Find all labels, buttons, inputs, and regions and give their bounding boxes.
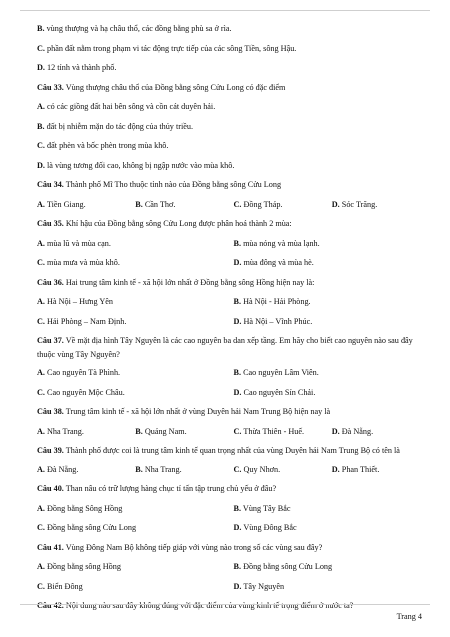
- question: [37, 175, 430, 195]
- option-row: [37, 312, 430, 332]
- answer-option: [37, 19, 430, 39]
- question: [37, 331, 430, 363]
- question-text: Vùng thượng châu thổ của Đồng bằng sông Cửu Long có đặc điểm: [65, 82, 286, 92]
- answer-option: [37, 234, 234, 254]
- option-text: Thừa Thiên - Huế.: [243, 426, 305, 436]
- option-label: A.: [37, 426, 45, 436]
- option-label: B.: [135, 464, 143, 474]
- option-text: Đồng bằng sông Cửu Long: [243, 562, 333, 572]
- option-label: D.: [233, 581, 242, 591]
- answer-option: [332, 195, 430, 215]
- question-label: Câu 34.: [37, 180, 64, 189]
- question-label: Câu 42.: [37, 601, 64, 611]
- option-label: D.: [233, 316, 242, 326]
- question-text: Hai trung tâm kinh tế - xã hội lớn nhất ở Đồng bằng sông Hồng hiện nay là:: [65, 277, 315, 287]
- answer-option: [37, 292, 234, 312]
- option-text: đất phèn và bốc phèn trong mùa khô.: [47, 141, 169, 150]
- option-label: D.: [37, 160, 45, 170]
- answer-option: [37, 97, 430, 117]
- option-label: D.: [233, 258, 242, 267]
- answer-option: [37, 499, 234, 519]
- option-text: mùa lũ và mùa cạn.: [47, 238, 111, 248]
- option-label: D.: [331, 464, 340, 474]
- option-label: C.: [37, 141, 45, 150]
- option-text: mùa nóng và mùa lạnh.: [243, 238, 320, 248]
- question-label: Câu 38.: [37, 407, 64, 417]
- option-text: Hà Nội – Vĩnh Phúc.: [243, 316, 313, 326]
- answer-option: [135, 195, 233, 215]
- question-label: Câu 41.: [37, 542, 64, 552]
- answer-option: [234, 557, 431, 577]
- option-label: C.: [37, 523, 45, 533]
- option-row: [37, 422, 430, 442]
- footer-rule: [20, 604, 430, 605]
- option-label: C.: [37, 387, 45, 397]
- option-label: B.: [233, 238, 242, 248]
- question-text: Vùng Đông Nam Bộ không tiếp giáp với vùng nào trong số các vùng sau đây?: [65, 542, 323, 552]
- page-number: Trang 4: [396, 612, 422, 621]
- answer-option: [234, 518, 431, 538]
- question-text: Về mặt địa hình Tây Nguyên là các cao nguyên ba dan xếp tầng. Em hãy cho biết cao nguyên nào sau đây thuộc vùng Tây Nguyên?: [37, 336, 413, 359]
- option-text: Biển Đông: [47, 581, 83, 591]
- option-label: B.: [135, 426, 143, 436]
- option-text: Hà Nội - Hải Phòng.: [243, 297, 311, 306]
- question-text: Thành phố được coi là trung tâm kinh tế quan trọng nhất của vùng Duyên hải Nam Trung Bộ có tên là: [65, 446, 400, 456]
- option-row: [37, 383, 430, 403]
- option-label: A.: [37, 368, 45, 378]
- answer-option: [234, 499, 431, 519]
- option-text: Hà Nội – Hưng Yên: [47, 297, 113, 306]
- option-row: [37, 253, 430, 273]
- option-row: [37, 363, 430, 383]
- answer-option: [234, 312, 431, 332]
- question: [37, 273, 430, 293]
- question: [37, 402, 430, 422]
- answer-option: [234, 577, 431, 597]
- question-label: Câu 33.: [37, 82, 64, 92]
- answer-option: [37, 156, 430, 176]
- option-text: mùa mưa và mùa khô.: [47, 258, 120, 267]
- option-text: Nha Trang.: [47, 426, 84, 436]
- question-text: Thành phố Mĩ Tho thuộc tỉnh nào của Đồng bằng sông Cửu Long: [65, 180, 282, 189]
- option-label: A.: [37, 102, 45, 111]
- question-text: Than nâu có trữ lượng hàng chục tỉ tấn tập trung chủ yếu ở đâu?: [65, 484, 277, 494]
- question: [37, 214, 430, 234]
- option-text: Tiền Giang.: [46, 199, 86, 209]
- option-text: Vùng Đông Bắc: [243, 523, 297, 533]
- answer-option: [37, 557, 234, 577]
- answer-option: [135, 460, 233, 480]
- answer-option: [37, 312, 234, 332]
- option-text: Đà Nẵng.: [341, 426, 374, 436]
- answer-option: [332, 460, 430, 480]
- answer-option: [234, 363, 431, 383]
- option-label: D.: [233, 523, 242, 533]
- answer-option: [37, 383, 234, 403]
- option-text: Đà Nẵng.: [47, 464, 79, 474]
- answer-option: [37, 577, 234, 597]
- option-label: C.: [37, 43, 45, 53]
- option-text: 12 tỉnh và thành phố.: [47, 63, 117, 72]
- option-label: C.: [37, 258, 45, 267]
- question-text: Khí hậu của Đồng bằng sông Cửu Long được phân hoá thành 2 mùa:: [65, 219, 292, 228]
- option-row: [37, 557, 430, 577]
- option-text: Cao nguyên Lâm Viên.: [243, 368, 319, 378]
- option-row: [37, 195, 430, 215]
- answer-option: [37, 518, 234, 538]
- answer-option: [234, 422, 332, 442]
- question-label: Câu 40.: [37, 484, 64, 494]
- question: [37, 78, 430, 98]
- option-label: C.: [233, 464, 242, 474]
- option-label: A.: [37, 562, 45, 572]
- question: [37, 441, 430, 460]
- answer-option: [37, 422, 135, 442]
- question: [37, 479, 430, 499]
- answer-option: [135, 422, 233, 442]
- answer-option: [234, 234, 431, 254]
- option-text: là vùng tương đối cao, không bị ngập nước vào mùa khô.: [47, 160, 235, 170]
- option-label: C.: [37, 581, 45, 591]
- option-row: [37, 460, 430, 480]
- option-label: B.: [233, 297, 242, 306]
- option-text: Cần Thơ.: [144, 199, 176, 209]
- option-text: Nha Trang.: [144, 464, 182, 474]
- answer-option: [37, 253, 234, 273]
- question: [37, 538, 430, 558]
- option-text: vùng thượng và hạ châu thổ, các đồng bằng phù sa ở rìa.: [46, 24, 232, 33]
- option-row: [37, 577, 430, 597]
- option-text: Đồng Tháp.: [243, 199, 283, 209]
- question-label: Câu 37.: [37, 336, 64, 345]
- answer-option: [234, 292, 431, 312]
- option-label: C.: [233, 426, 242, 436]
- document-body: [37, 19, 430, 616]
- option-text: Phan Thiết.: [341, 464, 380, 474]
- question-label: Câu 36.: [37, 277, 64, 287]
- option-text: phần đất nằm trong phạm vi tác động trực tiếp của các sông Tiền, sông Hậu.: [47, 43, 297, 53]
- option-text: mùa đông và mùa hè.: [243, 258, 314, 267]
- answer-option: [234, 383, 431, 403]
- option-label: B.: [233, 562, 242, 572]
- answer-option: [37, 136, 430, 156]
- option-label: B.: [37, 24, 45, 33]
- option-text: Sóc Trăng.: [341, 199, 378, 209]
- question-text: Nội dung nào sau đây không đúng với đặc điểm của vùng kinh tế trọng điểm ở nước ta?: [65, 601, 354, 611]
- option-text: Vùng Tây Bắc: [242, 503, 291, 513]
- option-text: Quy Nhơn.: [243, 464, 281, 474]
- option-label: A.: [37, 297, 45, 306]
- option-text: Cao nguyên Tà Phình.: [47, 368, 121, 378]
- answer-option: [37, 195, 135, 215]
- question-text: Trung tâm kinh tế - xã hội lớn nhất ở vùng Duyên hải Nam Trung Bộ hiện nay là: [65, 407, 331, 417]
- option-text: Đồng bằng Sông Hồng: [47, 503, 123, 513]
- option-label: B.: [233, 368, 242, 378]
- option-label: A.: [37, 503, 45, 513]
- option-text: Đồng bằng sông Cửu Long: [47, 523, 137, 533]
- answer-option: [37, 363, 234, 383]
- option-label: D.: [233, 387, 242, 397]
- option-text: Quảng Nam.: [144, 426, 187, 436]
- header-rule: [20, 10, 430, 11]
- question-label: Câu 35.: [37, 219, 64, 228]
- option-label: D.: [37, 63, 45, 72]
- option-label: D.: [331, 199, 340, 209]
- answer-option: [37, 460, 135, 480]
- option-label: A.: [37, 199, 45, 209]
- option-text: đất bị nhiễm mặn do tác động của thủy triều.: [46, 121, 193, 131]
- option-text: Tây Nguyên: [243, 581, 285, 591]
- option-row: [37, 292, 430, 312]
- option-row: [37, 518, 430, 538]
- option-label: B.: [135, 199, 143, 209]
- option-label: B.: [37, 121, 45, 131]
- option-label: A.: [37, 464, 45, 474]
- option-label: C.: [37, 316, 45, 326]
- answer-option: [234, 460, 332, 480]
- option-label: C.: [233, 199, 242, 209]
- page-footer: [20, 604, 430, 637]
- answer-option: [234, 253, 431, 273]
- option-label: A.: [37, 238, 45, 248]
- option-label: D.: [331, 426, 340, 436]
- answer-option: [37, 117, 430, 137]
- option-text: có các giồng đất hai bên sông và cồn cát duyên hải.: [47, 102, 216, 111]
- option-label: B.: [233, 503, 242, 513]
- option-text: Cao nguyên Sín Chải.: [243, 387, 316, 397]
- answer-option: [37, 58, 430, 78]
- question-label: Câu 39.: [37, 446, 64, 456]
- option-text: Đồng bằng sông Hồng: [47, 562, 121, 572]
- option-row: [37, 499, 430, 519]
- answer-option: [332, 422, 430, 442]
- answer-option: [234, 195, 332, 215]
- answer-option: [37, 39, 430, 59]
- option-text: Cao nguyên Mộc Châu.: [47, 387, 125, 397]
- option-row: [37, 234, 430, 254]
- option-text: Hải Phòng – Nam Định.: [47, 316, 127, 326]
